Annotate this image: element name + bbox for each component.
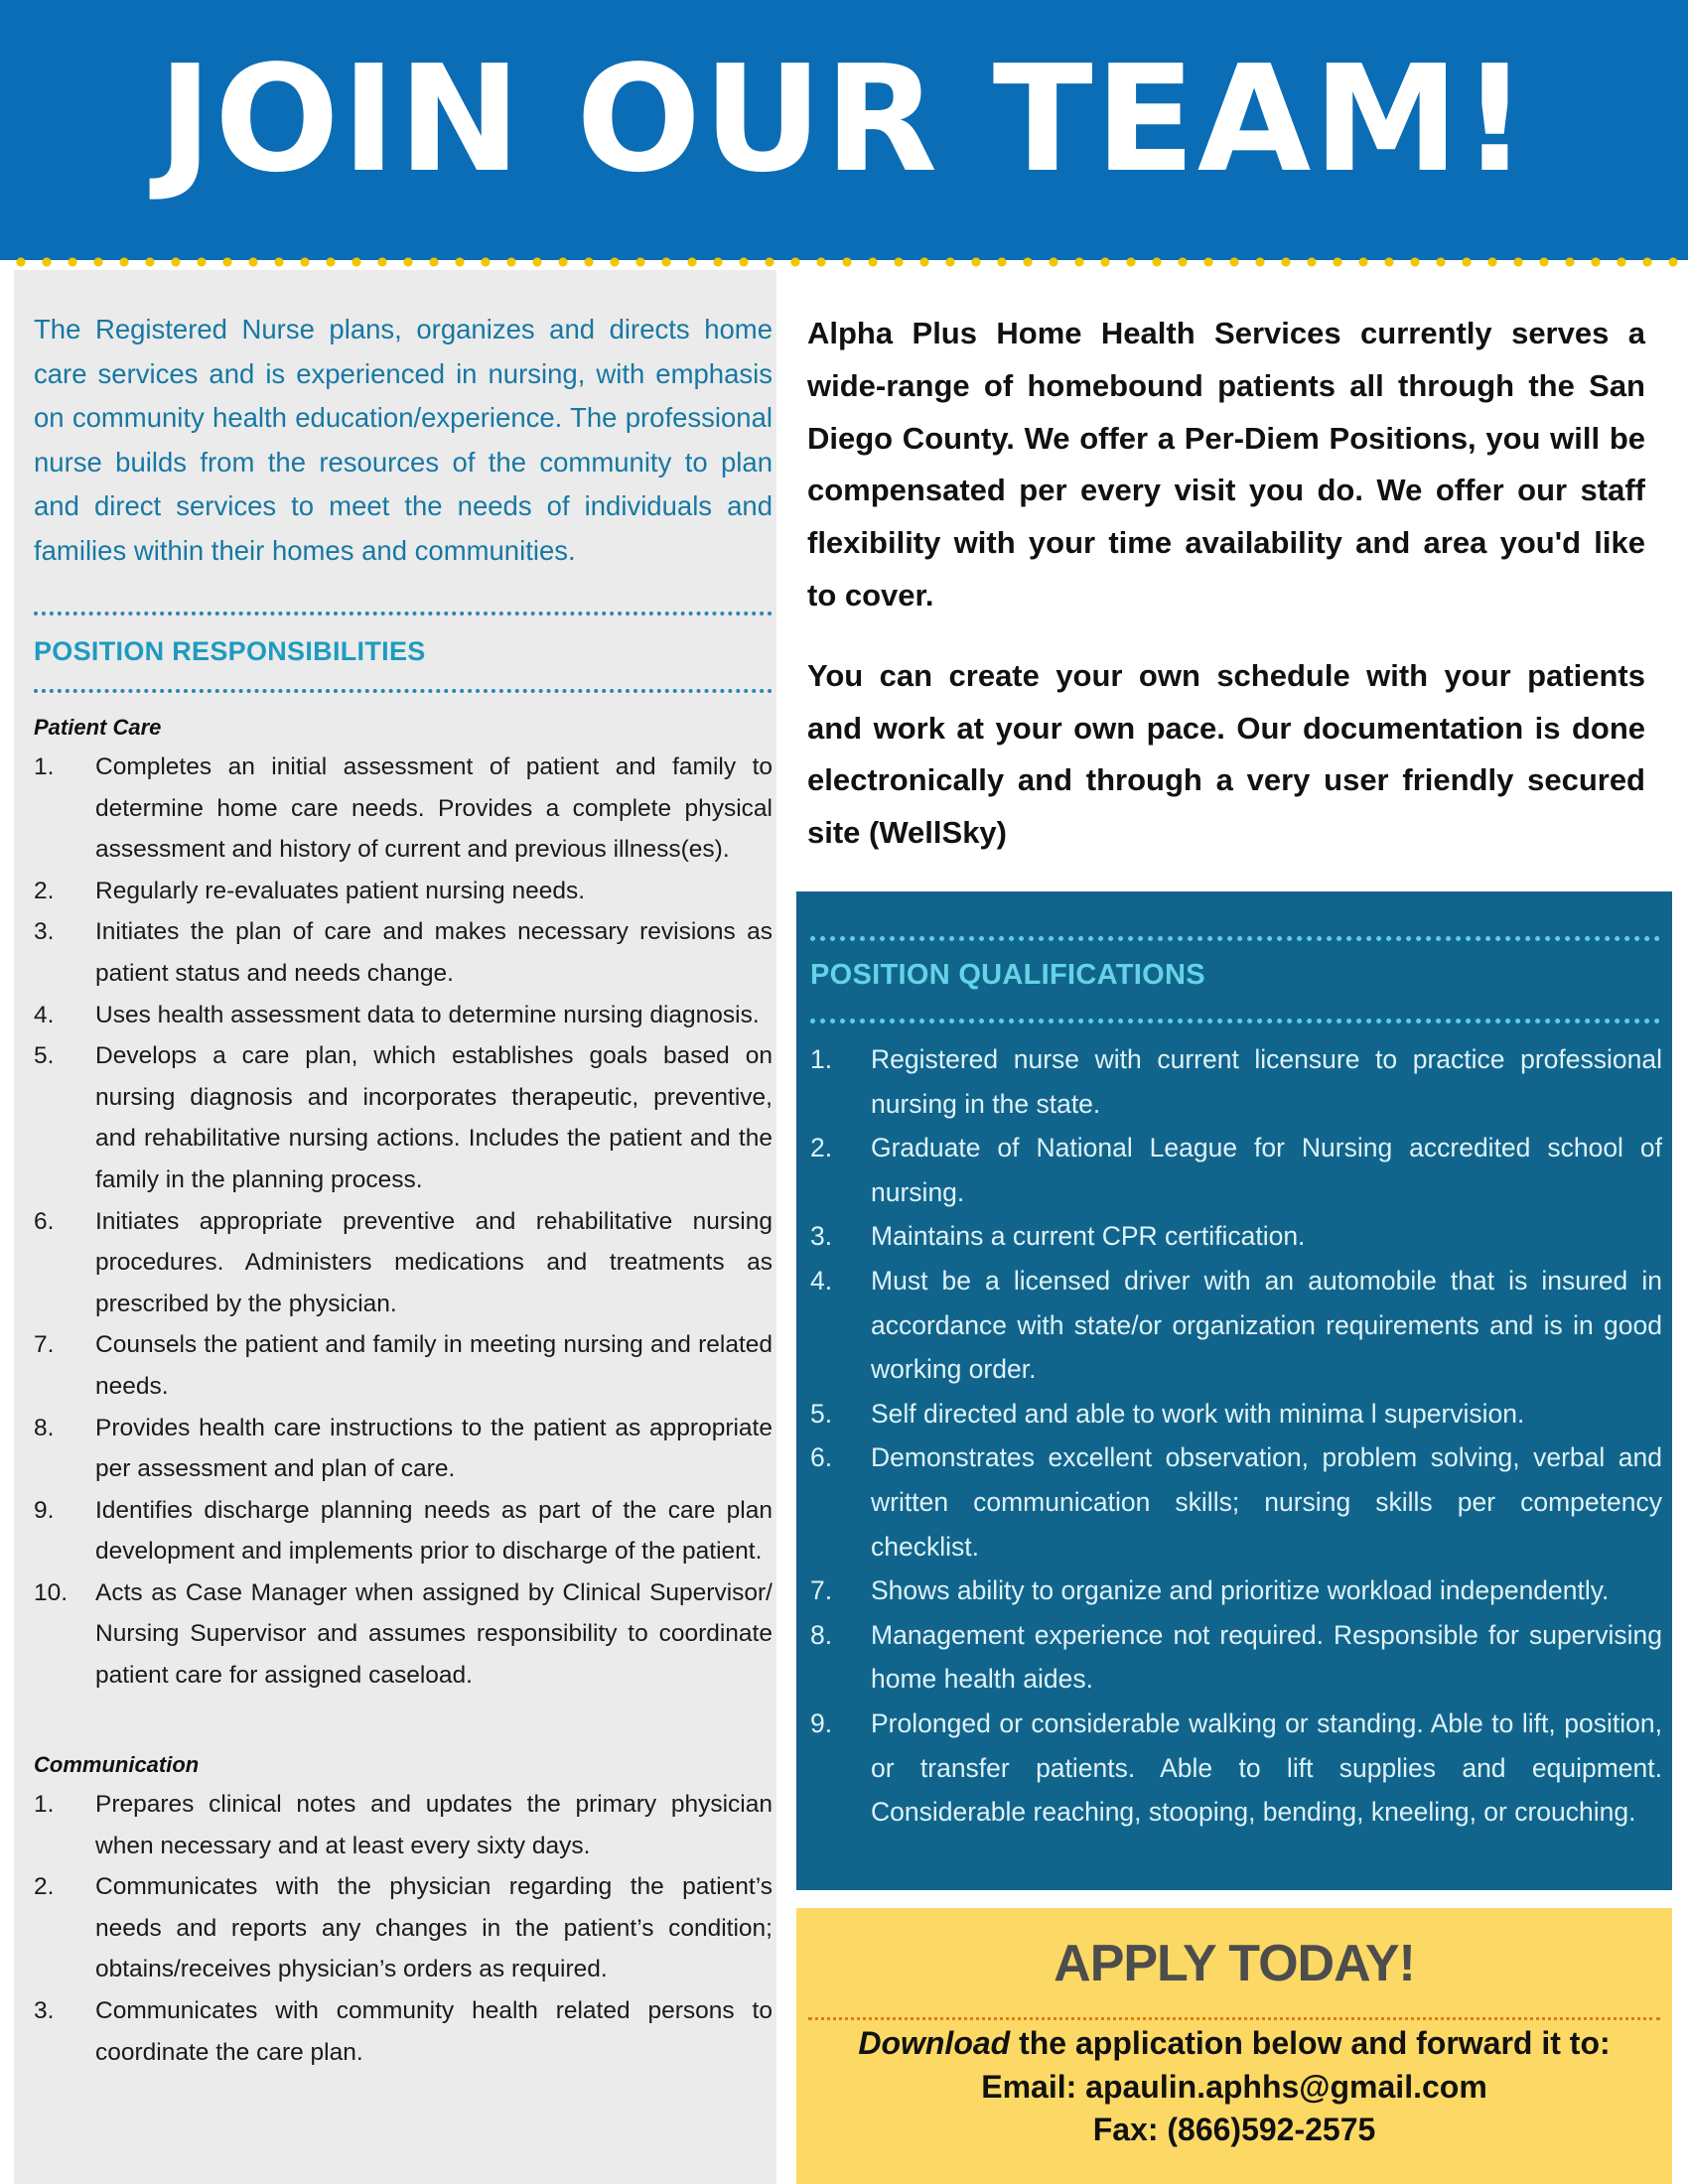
communication-heading: Communication <box>34 1752 200 1777</box>
list-item-number: 8. <box>810 1619 833 1650</box>
qualification-item <box>810 1613 1662 1702</box>
intro-paragraph: Alpha Plus Home Health Services currently serves a wide-range of homebound patients all through the San Diego County. We offer a Per-Diem Positions, you will be compensated per every visit you do. We offer our staff flexibility with your time availability and area you'd like to cover. <box>807 316 1645 613</box>
qualification-item <box>810 1214 1662 1259</box>
patient-care-item <box>34 1408 773 1490</box>
list-item-text: Initiates the plan of care and makes necessary revisions as patient status and needs change. <box>95 918 773 987</box>
patient-care-item <box>34 1572 773 1697</box>
list-item-text: Must be a licensed driver with an automobile that is insured in accordance with state/or organization requirements and is in good working order. <box>871 1265 1662 1385</box>
list-item-text: Maintains a current CPR certification. <box>871 1221 1306 1252</box>
list-item-text: Acts as Case Manager when assigned by Clinical Supervisor/ Nursing Supervisor and assumes responsibility to coordinate patient care for assigned caseload. <box>95 1578 773 1690</box>
list-item-text: Completes an initial assessment of patient and family to determine home care needs. Provides a complete physical assessment and history of current and previous illness(es). <box>95 753 773 864</box>
list-item-text: Communicates with community health related persons to coordinate the care plan. <box>95 1996 773 2066</box>
qualification-item <box>810 1126 1662 1214</box>
list-item-text: Management experience not required. Responsible for supervising home health aides. <box>871 1619 1662 1695</box>
qualification-item <box>810 1702 1662 1835</box>
communication-item <box>34 1784 773 1866</box>
communication-item <box>34 1866 773 1990</box>
list-item-number: 8. <box>34 1414 55 1441</box>
list-item-number: 5. <box>34 1042 55 1070</box>
patient-care-item <box>34 871 773 912</box>
patient-care-item <box>34 1201 773 1325</box>
list-item-number: 1. <box>34 1791 55 1818</box>
qualification-item <box>810 1392 1662 1436</box>
list-item-number: 6. <box>810 1442 833 1473</box>
company-intro <box>807 308 1645 887</box>
left-panel <box>14 270 776 2184</box>
qualifications-list <box>810 1037 1662 1835</box>
contact-email[interactable]: Email: apaulin.aphhs@gmail.com <box>981 2069 1487 2105</box>
list-item-number: 5. <box>810 1398 833 1429</box>
qualification-item <box>810 1259 1662 1392</box>
list-item-number: 7. <box>810 1575 833 1606</box>
qualifications-heading: POSITION QUALIFICATIONS <box>810 959 1205 991</box>
communication-list <box>34 1784 773 2073</box>
dotted-divider <box>34 689 773 693</box>
list-item-text: Uses health assessment data to determine nursing diagnosis. <box>95 1001 760 1028</box>
list-item-number: 9. <box>34 1496 55 1524</box>
list-item-number: 7. <box>34 1331 55 1359</box>
patient-care-item <box>34 1035 773 1200</box>
responsibilities-heading: POSITION RESPONSIBILITIES <box>34 636 426 666</box>
list-item-text: Demonstrates excellent observation, problem solving, verbal and written communication skills; nursing skills per competency checklist. <box>871 1442 1662 1562</box>
list-item-text: Initiates appropriate preventive and rehabilitative nursing procedures. Administers medications and treatments as prescribed by the physician. <box>95 1207 773 1317</box>
list-item-number: 6. <box>34 1207 55 1235</box>
download-word: Download <box>858 2025 1011 2061</box>
list-item-number: 10. <box>34 1578 69 1606</box>
patient-care-item <box>34 747 773 871</box>
list-item-text: Communicates with the physician regarding the patient’s needs and reports any changes in the patient’s condition; obtains/receives physician’s orders as required. <box>95 1873 773 1983</box>
qualification-item <box>810 1569 1662 1613</box>
communication-item <box>34 1990 773 2073</box>
contact-fax: Fax: (866)592-2575 <box>1092 2112 1376 2147</box>
list-item-number: 2. <box>810 1133 833 1163</box>
dotted-divider <box>808 2017 1660 2020</box>
dotted-divider <box>810 1019 1660 1024</box>
list-item-text: Self directed and able to work with minima l supervision. <box>871 1398 1525 1429</box>
dotted-divider <box>810 936 1660 941</box>
list-item-number: 1. <box>34 753 55 780</box>
apply-panel <box>796 1908 1672 2184</box>
apply-instructions <box>796 2025 1672 2062</box>
qualification-item <box>810 1435 1662 1569</box>
patient-care-list <box>34 747 773 1697</box>
patient-care-item <box>34 1490 773 1572</box>
header-banner <box>0 0 1688 260</box>
list-item-number: 1. <box>810 1044 833 1074</box>
dotted-divider <box>34 612 773 615</box>
list-item-text: Identifies discharge planning needs as part of the care plan development and implements prior to discharge of the patient. <box>95 1496 773 1566</box>
page-title: JOIN OUR TEAM! <box>157 34 1531 205</box>
list-item-number: 2. <box>34 1873 55 1901</box>
list-item-text: Develops a care plan, which establishes goals based on nursing diagnosis and incorporates therapeutic, preventive, and rehabilitative nursing actions. Includes the patient and the family in the planning process. <box>95 1042 773 1193</box>
qualification-item <box>810 1037 1662 1126</box>
list-item-text: Prolonged or considerable walking or standing. Able to lift, position, or transfer patients. Able to lift supplies and equipment. Considerable reaching, stooping, bending, kneeling, or crouching. <box>871 1707 1662 1828</box>
patient-care-heading: Patient Care <box>34 715 162 740</box>
list-item-text: Regularly re-evaluates patient nursing needs. <box>95 877 586 904</box>
list-item-text: Provides health care instructions to the patient as appropriate per assessment and plan of care. <box>95 1414 773 1483</box>
list-item-number: 4. <box>34 1001 55 1028</box>
list-item-text: Shows ability to organize and prioritize workload independently. <box>871 1575 1610 1606</box>
patient-care-item <box>34 1324 773 1407</box>
apply-heading: APPLY TODAY! <box>1054 1935 1415 1992</box>
intro-paragraph: You can create your own schedule with your patients and work at your own pace. Our documentation is done electronically and through a very user friendly secured site (WellSky) <box>807 657 1645 851</box>
patient-care-item <box>34 995 773 1036</box>
list-item-text: Prepares clinical notes and updates the primary physician when necessary and at least every sixty days. <box>95 1791 773 1859</box>
list-item-number: 2. <box>34 877 55 904</box>
apply-instructions-rest: the application below and forward it to: <box>1010 2025 1611 2061</box>
role-description: The Registered Nurse plans, organizes and directs home care services and is experienced in nursing, with emphasis on community health education/experience. The professional nurse builds from the resources of the community to plan and direct services to meet the needs of individuals and families within their homes and communities. <box>34 314 773 566</box>
list-item-number: 9. <box>810 1707 833 1738</box>
list-item-number: 3. <box>34 1996 55 2024</box>
patient-care-item <box>34 911 773 994</box>
list-item-number: 3. <box>34 918 55 946</box>
list-item-text: Registered nurse with current licensure to practice professional nursing in the state. <box>871 1044 1662 1119</box>
list-item-number: 3. <box>810 1221 833 1252</box>
list-item-number: 4. <box>810 1265 833 1296</box>
list-item-text: Counsels the patient and family in meeting nursing and related needs. <box>95 1331 773 1400</box>
qualifications-panel <box>796 891 1672 1890</box>
header-dot-divider <box>0 256 1688 268</box>
list-item-text: Graduate of National League for Nursing accredited school of nursing. <box>871 1133 1662 1207</box>
